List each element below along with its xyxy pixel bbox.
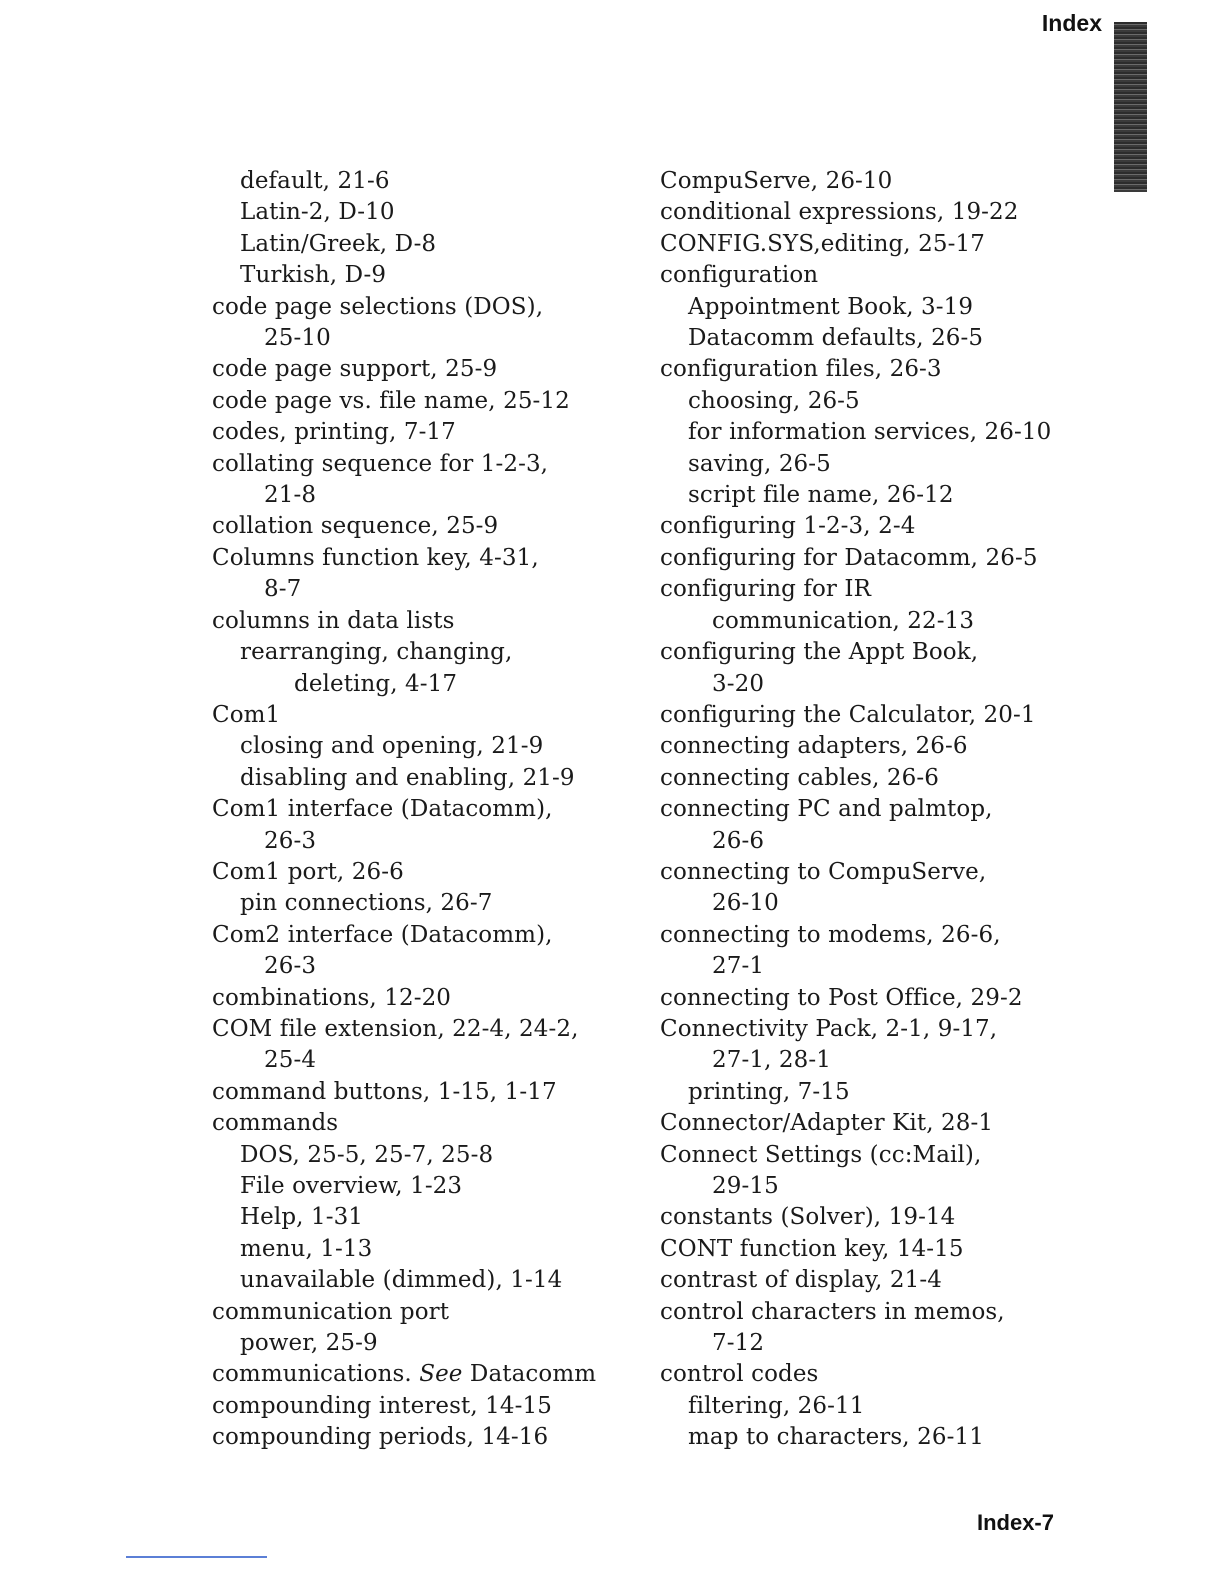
index-entry: Com1 interface (Datacomm),: [212, 796, 553, 823]
index-entry: deleting, 4-17: [294, 670, 458, 697]
index-entry: Latin/Greek, D-8: [240, 230, 437, 257]
index-entry: configuring for IR: [660, 576, 872, 603]
index-entry: DOS, 25-5, 25-7, 25-8: [240, 1141, 494, 1168]
index-entry: rearranging, changing,: [240, 639, 513, 666]
index-entry: connecting PC and palmtop,: [660, 796, 993, 823]
index-entry: combinations, 12-20: [212, 984, 452, 1011]
index-entry: COM file extension, 22-4, 24-2,: [212, 1015, 579, 1042]
index-entry: Connect Settings (cc:Mail),: [660, 1141, 982, 1168]
index-entry: Help, 1-31: [240, 1204, 364, 1231]
index-entry: 27-1, 28-1: [712, 1047, 831, 1074]
index-entry: collation sequence, 25-9: [212, 513, 499, 540]
index-entry: closing and opening, 21-9: [240, 733, 544, 760]
index-entry: choosing, 26-5: [688, 387, 860, 414]
index-entry: Connector/Adapter Kit, 28-1: [660, 1110, 994, 1137]
index-column-right: [660, 166, 1100, 1454]
index-entry: configuring for Datacomm, 26-5: [660, 544, 1038, 571]
index-entry: 26-6: [712, 827, 765, 854]
index-entry: 25-4: [264, 1047, 317, 1074]
index-entry: 8-7: [264, 576, 302, 603]
index-entry: control characters in memos,: [660, 1298, 1005, 1325]
index-entry: Com2 interface (Datacomm),: [212, 921, 553, 948]
index-entry: File overview, 1-23: [240, 1173, 463, 1199]
footer-rule: [126, 1556, 267, 1558]
index-entry: communication port: [212, 1298, 450, 1325]
index-entry: compounding periods, 14-16: [212, 1424, 549, 1451]
index-entry: 7-12: [712, 1330, 765, 1357]
index-entry: CONFIG.SYS,editing, 25-17: [660, 230, 985, 257]
index-entry: 27-1: [712, 953, 765, 980]
index-entry: configuring the Appt Book,: [660, 639, 979, 666]
index-entry: configuration files, 26-3: [660, 356, 942, 383]
index-entry: code page selections (DOS),: [212, 293, 544, 320]
index-entry: communications. See Datacomm: [212, 1361, 597, 1388]
index-entry: Columns function key, 4-31,: [212, 544, 539, 571]
index-entry: Connectivity Pack, 2-1, 9-17,: [660, 1015, 998, 1042]
index-entry: code page support, 25-9: [212, 356, 498, 383]
index-entry: connecting to Post Office, 29-2: [660, 984, 1023, 1011]
index-entry: configuration: [660, 262, 819, 289]
index-entry: Com1 port, 26-6: [212, 858, 404, 885]
see-reference: See: [419, 1361, 463, 1388]
page-header-title: Index: [1041, 10, 1102, 36]
index-entry: columns in data lists: [212, 607, 455, 634]
index-entry: menu, 1-13: [240, 1235, 373, 1262]
index-entry: connecting cables, 26-6: [660, 764, 939, 791]
index-entry: collating sequence for 1-2-3,: [212, 450, 549, 477]
index-entry: 3-20: [712, 670, 765, 697]
index-entry: power, 25-9: [240, 1330, 378, 1357]
index-entry: printing, 7-15: [688, 1078, 850, 1105]
index-entry: 26-3: [264, 953, 317, 980]
index-entry: Com1: [212, 701, 281, 728]
index-entry: filtering, 26-11: [688, 1392, 865, 1419]
index-entry: map to characters, 26-11: [688, 1424, 984, 1451]
index-entry: command buttons, 1-15, 1-17: [212, 1078, 557, 1105]
index-entry: CONT function key, 14-15: [660, 1235, 964, 1262]
index-entry: connecting adapters, 26-6: [660, 733, 968, 760]
index-entry: saving, 26-5: [688, 450, 831, 477]
index-entry: CompuServe, 26-10: [660, 168, 893, 194]
index-entry: code page vs. file name, 25-12: [212, 387, 570, 414]
index-entry: 25-10: [264, 325, 331, 352]
index-entry: Turkish, D-9: [240, 262, 387, 289]
index-entry: conditional expressions, 19-22: [660, 199, 1019, 226]
index-entry: Appointment Book, 3-19: [688, 293, 974, 320]
index-entry: commands: [212, 1110, 339, 1137]
index-entry: connecting to CompuServe,: [660, 858, 987, 885]
index-entry: communication, 22-13: [712, 607, 975, 634]
page-number: Index-7: [976, 1510, 1054, 1535]
index-entry: connecting to modems, 26-6,: [660, 921, 1001, 948]
index-entry: disabling and enabling, 21-9: [240, 764, 575, 791]
index-entry: configuring the Calculator, 20-1: [660, 701, 1036, 728]
index-entry: for information services, 26-10: [688, 419, 1052, 446]
index-column-left: [212, 166, 632, 1454]
index-entry: Latin-2, D-10: [240, 199, 395, 226]
index-entry: default, 21-6: [240, 168, 390, 194]
index-entry: pin connections, 26-7: [240, 890, 493, 917]
index-entry: contrast of display, 21-4: [660, 1267, 942, 1294]
index-entry: constants (Solver), 19-14: [660, 1204, 956, 1231]
index-entry: unavailable (dimmed), 1-14: [240, 1267, 563, 1294]
index-entry: control codes: [660, 1361, 819, 1388]
index-entry: compounding interest, 14-15: [212, 1392, 552, 1419]
index-entry: 26-10: [712, 890, 779, 917]
section-thumb-tab: [1114, 22, 1147, 192]
index-entry: script file name, 26-12: [688, 482, 954, 509]
index-entry: 26-3: [264, 827, 317, 854]
index-entry: 21-8: [264, 482, 317, 509]
index-entry: Datacomm defaults, 26-5: [688, 325, 984, 352]
index-entry: codes, printing, 7-17: [212, 419, 456, 446]
index-entry: 29-15: [712, 1173, 779, 1199]
index-entry: configuring 1-2-3, 2-4: [660, 513, 916, 540]
